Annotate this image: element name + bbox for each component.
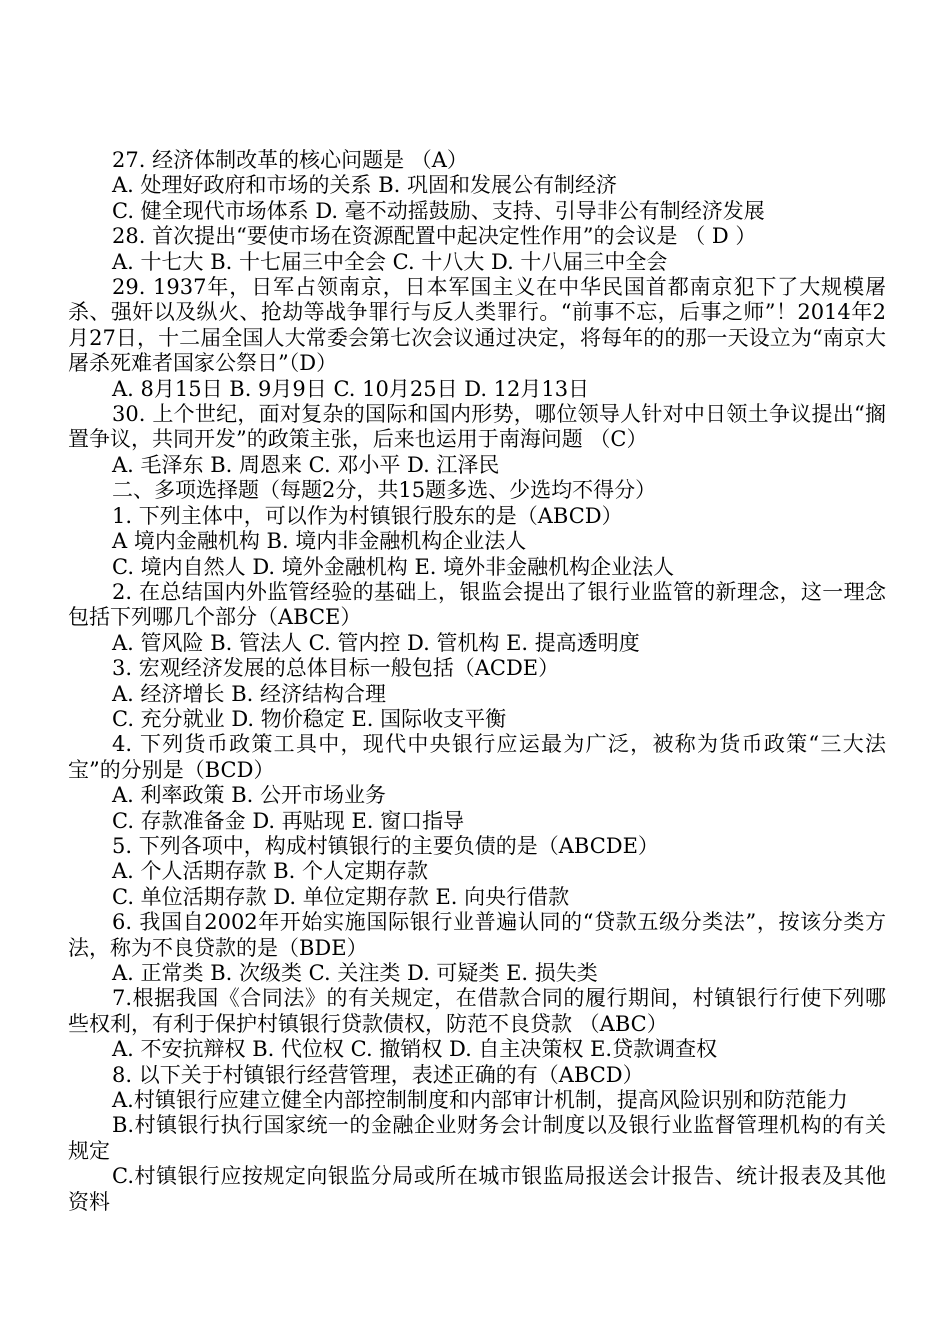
text-line: C. 境内自然人 D. 境外金融机构 E. 境外非金融机构企业法人 xyxy=(112,554,675,579)
text-line: C. 健全现代市场体系 D. 毫不动摇鼓励、支持、引导非公有制经济发展 xyxy=(112,198,765,223)
text-line: A. 个人活期存款 B. 个人定期存款 xyxy=(112,859,428,884)
text-line: A. 8月15日 B. 9月9日 C. 10月25日 D. 12月13日 xyxy=(112,376,590,401)
text-line: A. 经济增长 B. 经济结构合理 xyxy=(112,681,386,706)
text-line: 4. 下列货币政策工具中，现代中央银行应运最为广泛，被称为货币政策“三大法宝”的分别是（BCD） xyxy=(68,732,886,782)
text-line: A 境内金融机构 B. 境内非金融机构企业法人 xyxy=(112,529,527,554)
text-line: A. 处理好政府和市场的关系 B. 巩固和发展公有制经济 xyxy=(112,173,617,198)
text-line: 29. 1937年，日军占领南京，日本军国主义在中华民国首都南京犯下了大规模屠杀、强奸以及纵火、抢劫等战争罪行与反人类罪行。“前事不忘，后事之师”！2014年2月27日，十二届全国人大常委会第七次会议通过决定，将每年的的那一天设立为“南京大屠杀死难者国家公祭日”（D） xyxy=(68,275,886,376)
text-line: C. 存款准备金 D. 再贴现 E. 窗口指导 xyxy=(112,808,465,833)
text-line: B.村镇银行执行国家统一的金融企业财务会计制度以及银行业监督管理机构的有关规定 xyxy=(68,1113,886,1163)
text-line: 30. 上个世纪，面对复杂的国际和国内形势，哪位领导人针对中日领土争议提出“搁置争议，共同开发”的政策主张，后来也运用于南海问题 （C） xyxy=(68,402,886,452)
text-line: 7.根据我国《合同法》的有关规定，在借款合同的履行期间，村镇银行行使下列哪些权利，有利于保护村镇银行贷款债权，防范不良贷款 （ABC） xyxy=(68,986,886,1036)
text-line: A. 十七大 B. 十七届三中全会 C. 十八大 D. 十八届三中全会 xyxy=(112,249,668,274)
text-line: 6. 我国自2002年开始实施国际银行业普遍认同的“贷款五级分类法”，按该分类方法，称为不良贷款的是（BDE） xyxy=(68,910,886,960)
text-line: A.村镇银行应建立健全内部控制制度和内部审计机制，提高风险识别和防范能力 xyxy=(112,1088,848,1113)
text-line: 8. 以下关于村镇银行经营管理，表述正确的有（ABCD） xyxy=(112,1062,644,1087)
text-line: A. 正常类 B. 次级类 C. 关注类 D. 可疑类 E. 损失类 xyxy=(112,961,598,985)
text-line: A. 管风险 B. 管法人 C. 管内控 D. 管机构 E. 提高透明度 xyxy=(112,630,640,655)
text-line: 27. 经济体制改革的核心问题是 （A） xyxy=(112,148,468,172)
text-line: 1. 下列主体中，可以作为村镇银行股东的是（ABCD） xyxy=(112,503,623,528)
text-line: C. 单位活期存款 D. 单位定期存款 E. 向央行借款 xyxy=(112,884,570,909)
text-line: A. 不安抗辩权 B. 代位权 C. 撤销权 D. 自主决策权 E.贷款调查权 xyxy=(112,1037,718,1062)
text-line: C.村镇银行应按规定向银监分局或所在城市银监局报送会计报告、统计报表及其他资料 xyxy=(68,1164,886,1214)
text-line: 5. 下列各项中，构成村镇银行的主要负债的是（ABCDE） xyxy=(112,833,659,858)
text-line: C. 充分就业 D. 物价稳定 E. 国际收支平衡 xyxy=(112,706,507,731)
text-line: A. 毛泽东 B. 周恩来 C. 邓小平 D. 江泽民 xyxy=(112,452,500,477)
text-line: 28. 首次提出“要使市场在资源配置中起决定性作用”的会议是 （ D ） xyxy=(112,224,757,249)
text-line: 3. 宏观经济发展的总体目标一般包括（ACDE） xyxy=(112,656,560,681)
text-line: 2. 在总结国内外监管经验的基础上，银监会提出了银行业监管的新理念，这一理念包括下列哪几个部分（ABCE） xyxy=(68,579,886,630)
text-line: A. 利率政策 B. 公开市场业务 xyxy=(112,783,386,808)
text-line: 二、多项选择题（每题2分，共15题多选、少选均不得分） xyxy=(112,478,657,503)
document-page xyxy=(68,148,886,1215)
